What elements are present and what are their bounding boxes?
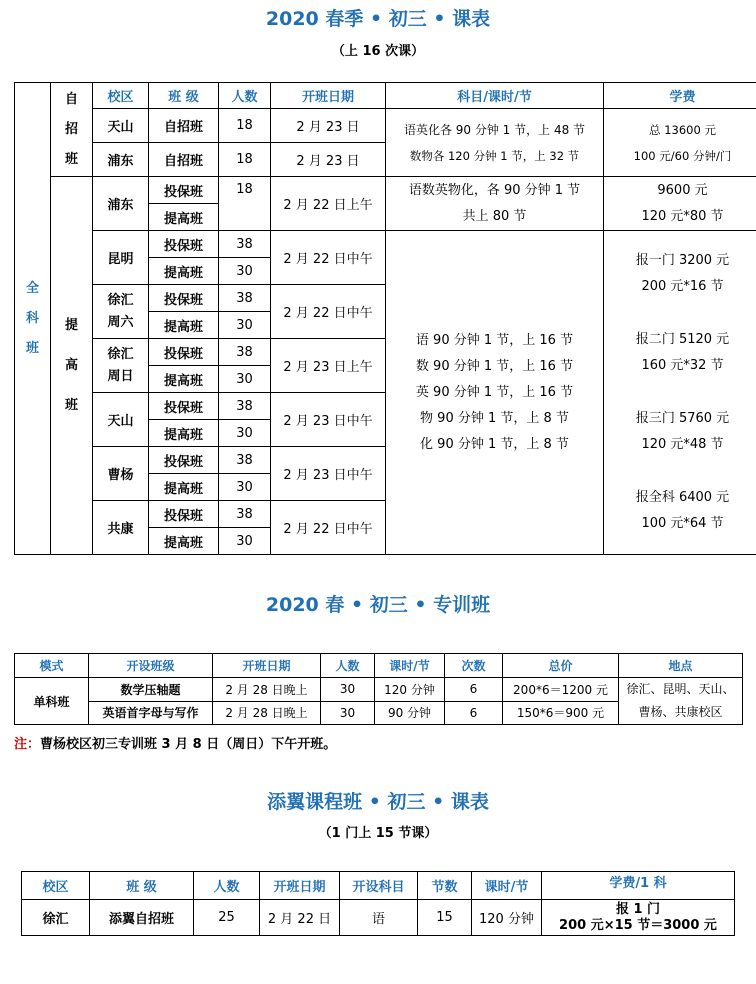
- spring-schedule-title: 2020 春季 • 初三 • 课表: [265, 8, 491, 30]
- special-training-note: [14, 733, 336, 752]
- zizhao-subjects: [386, 109, 604, 177]
- spring-schedule-subtitle: （上 16 次课）: [331, 44, 425, 59]
- ty-header-class: 班 级: [90, 872, 194, 900]
- st-header-class: 开设班级: [89, 654, 213, 678]
- tigao-count: 30: [219, 366, 271, 393]
- st-duration: 120 分钟: [375, 678, 445, 702]
- tigao-campus: [93, 339, 149, 393]
- st-total: 200*6＝1200 元: [503, 678, 619, 702]
- tigao-fee-line: 200 元*16 节: [641, 279, 724, 294]
- zizhao-campus: 天山: [93, 109, 149, 143]
- tigao-class: 提高班: [149, 258, 219, 285]
- tigao-fee-line: 160 元*32 节: [641, 358, 724, 373]
- st-header-total: 总价: [503, 654, 619, 678]
- tigao-count: 38: [219, 285, 271, 312]
- tigao-fees: [604, 231, 756, 555]
- ty-fee-line: 200 元×15 节＝3000 元: [559, 917, 717, 933]
- st-header-count: 人数: [321, 654, 375, 678]
- tigao-count: 38: [219, 339, 271, 366]
- st-total: 150*6＝900 元: [503, 701, 619, 725]
- pudong-campus: 浦东: [93, 177, 149, 231]
- st-class: 数学压轴题: [89, 678, 213, 702]
- ty-fee: [542, 900, 735, 936]
- ty-header-lessons: 节数: [418, 872, 472, 900]
- tigao-count: 38: [219, 501, 271, 528]
- st-header-duration: 课时/节: [375, 654, 445, 678]
- ty-header-subject: 开设科目: [340, 872, 418, 900]
- pudong-subject-line: 共上 80 节: [462, 208, 527, 224]
- tigao-fee-line: 120 元*48 节: [641, 437, 724, 452]
- zizhao-class: 自招班: [149, 143, 219, 177]
- st-count: 30: [321, 701, 375, 725]
- group-label-tigao: [51, 177, 93, 555]
- zizhao-fee-line: 总 13600 元: [649, 122, 716, 137]
- ty-count: 25: [194, 900, 260, 936]
- tigao-count: 30: [219, 312, 271, 339]
- tigao-count: 38: [219, 447, 271, 474]
- header-count: 人数: [219, 83, 271, 109]
- ty-class: 添翼自招班: [90, 900, 194, 936]
- tigao-campus: 共康: [93, 501, 149, 555]
- zizhao-fees: [604, 109, 756, 177]
- header-class: 班 级: [149, 83, 219, 109]
- tigao-campus: 天山: [93, 393, 149, 447]
- st-header-date: 开班日期: [213, 654, 321, 678]
- tigao-subject-line: 数 90 分钟 1 节，上 16 节: [415, 358, 574, 374]
- tigao-fee-line: 报二门 5120 元: [635, 332, 730, 347]
- zizhao-subject-line: 语英化各 90 分钟 1 节，上 48 节: [403, 122, 586, 137]
- tigao-class: 提高班: [149, 474, 219, 501]
- tigao-date: 2 月 22 日中午: [271, 285, 386, 339]
- group-label-zizhao: [51, 83, 93, 177]
- st-count: 30: [321, 678, 375, 702]
- tianyi-subtitle: （1 门上 15 节课）: [318, 826, 438, 841]
- tigao-subjects: [386, 231, 604, 555]
- pudong-subjects: [386, 177, 604, 231]
- tigao-class: 投保班: [149, 231, 219, 258]
- pudong-fees: [604, 177, 756, 231]
- group-label-all: [15, 83, 51, 555]
- header-date: 开班日期: [271, 83, 386, 109]
- tigao-campus: 昆明: [93, 231, 149, 285]
- ty-header-campus: 校区: [22, 872, 90, 900]
- special-training-table: [14, 653, 743, 725]
- note-label: 注：: [14, 737, 41, 752]
- pudong-fee-line: 120 元*80 节: [641, 208, 724, 224]
- zizhao-count: 18: [219, 109, 271, 143]
- tigao-campus: 曹杨: [93, 447, 149, 501]
- pudong-class: 提高班: [149, 204, 219, 231]
- st-location: [619, 678, 743, 725]
- pudong-subject-line: 语数英物化，各 90 分钟 1 节: [408, 182, 581, 198]
- ty-header-duration: 课时/节: [472, 872, 542, 900]
- tigao-date: 2 月 22 日中午: [271, 231, 386, 285]
- tigao-campus-text: 徐汇周日: [107, 346, 134, 384]
- tigao-campus: [93, 285, 149, 339]
- tigao-class: 投保班: [149, 285, 219, 312]
- group-all-text: 全科班: [25, 280, 39, 356]
- pudong-class: 投保班: [149, 177, 219, 204]
- tigao-class: 投保班: [149, 447, 219, 474]
- spring-schedule-table: [14, 82, 756, 555]
- ty-fee-line: 报 1 门: [615, 901, 661, 917]
- tigao-class: 投保班: [149, 501, 219, 528]
- ty-header-date: 开班日期: [260, 872, 340, 900]
- tigao-fee-line: 100 元*64 节: [641, 516, 724, 531]
- tigao-class: 投保班: [149, 393, 219, 420]
- note-text: 曹杨校区初三专训班 3 月 8 日（周日）下午开班。: [40, 737, 337, 752]
- header-subjects: 科目/课时/节: [386, 83, 604, 109]
- st-times: 6: [445, 701, 503, 725]
- st-times: 6: [445, 678, 503, 702]
- tigao-class: 提高班: [149, 312, 219, 339]
- tigao-subject-line: 英 90 分钟 1 节，上 16 节: [415, 384, 574, 400]
- ty-campus: 徐汇: [22, 900, 90, 936]
- ty-date: 2 月 22 日: [260, 900, 340, 936]
- zizhao-class: 自招班: [149, 109, 219, 143]
- ty-subject: 语: [340, 900, 418, 936]
- pudong-fee-line: 9600 元: [657, 182, 708, 198]
- zizhao-date: 2 月 23 日: [271, 109, 386, 143]
- special-training-title: 2020 春 • 初三 • 专训班: [265, 594, 491, 616]
- tigao-date: 2 月 23 日上午: [271, 339, 386, 393]
- tigao-date: 2 月 22 日中午: [271, 501, 386, 555]
- st-header-times: 次数: [445, 654, 503, 678]
- tigao-class: 投保班: [149, 339, 219, 366]
- ty-duration: 120 分钟: [472, 900, 542, 936]
- tigao-campus-text: 徐汇周六: [107, 292, 134, 330]
- ty-header-count: 人数: [194, 872, 260, 900]
- st-location-line: 徐汇、昆明、天山、: [626, 682, 735, 696]
- st-date: 2 月 28 日晚上: [213, 678, 321, 702]
- zizhao-fee-line: 100 元/60 分钟/门: [633, 148, 732, 163]
- tigao-count: 38: [219, 231, 271, 258]
- tigao-class: 提高班: [149, 528, 219, 555]
- st-location-line: 曹杨、共康校区: [638, 705, 723, 719]
- tigao-fee-line: 报三门 5760 元: [635, 411, 730, 426]
- tianyi-table: [21, 871, 735, 936]
- tigao-date: 2 月 23 日中午: [271, 447, 386, 501]
- zizhao-subject-line: 数物各 120 分钟 1 节，上 32 节: [409, 148, 580, 163]
- st-date: 2 月 28 日晚上: [213, 701, 321, 725]
- tigao-class: 提高班: [149, 366, 219, 393]
- ty-header-fee: 学费/1 科: [542, 872, 735, 900]
- zizhao-count: 18: [219, 143, 271, 177]
- st-duration: 90 分钟: [375, 701, 445, 725]
- tigao-fee-line: 报一门 3200 元: [635, 253, 730, 268]
- group-zizhao-text: 自招班: [64, 91, 78, 167]
- header-fees: 学费: [604, 83, 756, 109]
- header-campus: 校区: [93, 83, 149, 109]
- st-class: 英语首字母与写作: [89, 701, 213, 725]
- zizhao-date: 2 月 23 日: [271, 143, 386, 177]
- tigao-count: 30: [219, 420, 271, 447]
- tigao-fee-line: 报全科 6400 元: [635, 490, 730, 505]
- st-mode: 单科班: [15, 678, 89, 725]
- tigao-subject-line: 物 90 分钟 1 节，上 8 节: [420, 410, 569, 426]
- st-header-mode: 模式: [15, 654, 89, 678]
- group-tigao-text: 提高班: [64, 317, 78, 413]
- ty-lessons: 15: [418, 900, 472, 936]
- tigao-date: 2 月 23 日中午: [271, 393, 386, 447]
- tigao-subject-line: 化 90 分钟 1 节，上 8 节: [420, 436, 569, 452]
- pudong-count: 18: [219, 177, 271, 231]
- tigao-count: 30: [219, 258, 271, 285]
- st-header-location: 地点: [619, 654, 743, 678]
- tigao-count: 30: [219, 528, 271, 555]
- pudong-date: 2 月 22 日上午: [271, 177, 386, 231]
- zizhao-campus: 浦东: [93, 143, 149, 177]
- tigao-subject-line: 语 90 分钟 1 节，上 16 节: [415, 332, 574, 348]
- tigao-count: 30: [219, 474, 271, 501]
- tianyi-title: 添翼课程班 • 初三 • 课表: [267, 791, 489, 813]
- tigao-class: 提高班: [149, 420, 219, 447]
- tigao-count: 38: [219, 393, 271, 420]
